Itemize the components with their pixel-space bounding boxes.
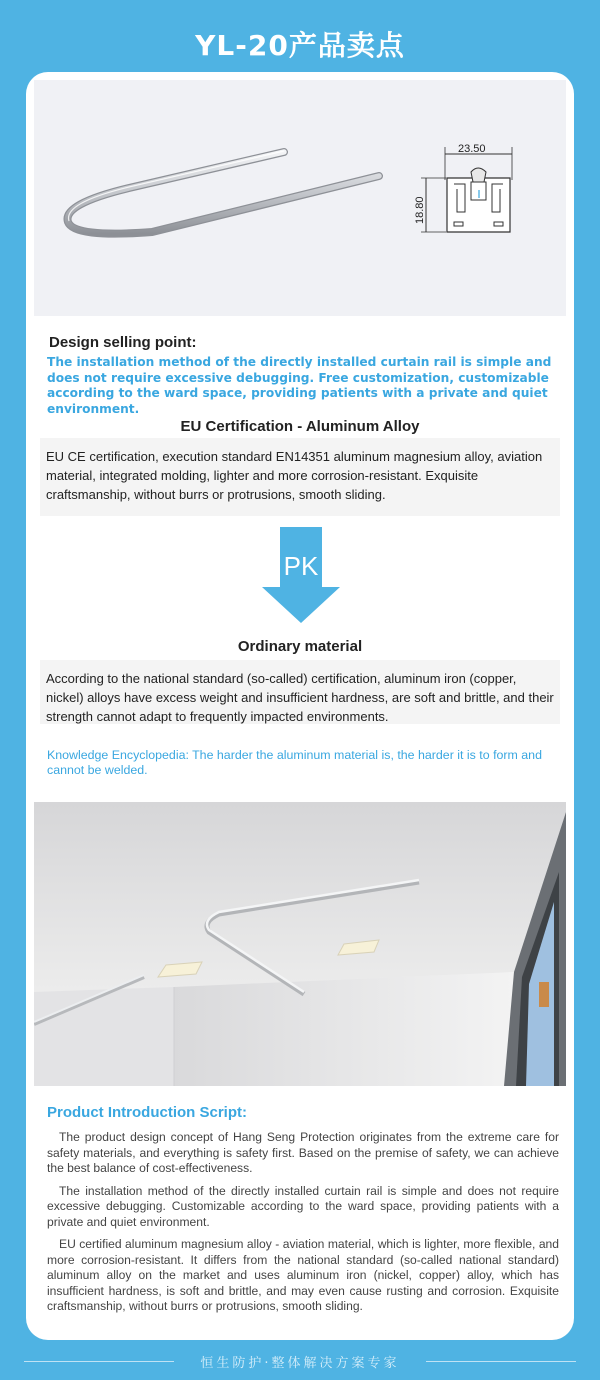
pk-arrow (260, 527, 342, 624)
product-image (34, 80, 566, 316)
design-heading: Design selling point: (49, 334, 197, 351)
eu-heading: EU Certification - Aluminum Alloy (180, 418, 420, 435)
pk-label: PK (283, 551, 319, 581)
rail-profile-diagram (421, 147, 512, 232)
width-dimension-label: 23.50 (458, 143, 486, 155)
ordinary-text: According to the national standard (so-called) certification, aluminum iron (copper, nickel) alloys have excess weight and insufficient hardness, are soft and brittle, and their strength cannot adapt to frequently impacted environments. (40, 660, 560, 724)
room-photo (34, 802, 566, 1086)
intro-paragraph: EU certified aluminum magnesium alloy - aviation material, which is lighter, more flexible, and more corrosion-resistant. It differs from the national standard (so-called national standard) aluminum alloy on the market and uses aluminum iron (nickel, copper) alloy, which has insufficient hardness, is soft and brittle, and may even cause rusting and corrosion. Exquisite craftsmanship, without burrs or protrusions, smooth sliding. (47, 1237, 559, 1313)
footer (0, 1350, 600, 1374)
curtain-rail-illustration (68, 151, 379, 234)
footer-text: 恒生防护·整体解决方案专家 (200, 1356, 400, 1371)
height-dimension-label: 18.80 (414, 196, 426, 224)
knowledge-text: Knowledge Encyclopedia: The harder the aluminum material is, the harder it is to form and cannot be welded. (47, 748, 542, 777)
intro-body (47, 1130, 559, 1322)
intro-paragraph: The product design concept of Hang Seng Protection originates from the extreme care for safety materials, and everything is safety first. Based on the premise of safety, we can achieve the best balance of cost-effectiveness. (47, 1130, 559, 1175)
intro-heading: Product Introduction Script: (47, 1104, 247, 1121)
eu-text: EU CE certification, execution standard EN14351 aluminum magnesium alloy, aviation material, integrated molding, lighter and more corrosion-resistant. Exquisite craftsmanship, without burrs or protrusions, smooth sliding. (40, 438, 560, 516)
design-text: The installation method of the directly installed curtain rail is simple and does not require excessive debugging. Free customization, customizable according to the ward space, providing patients with a private and quiet environment. (47, 355, 552, 416)
ordinary-heading: Ordinary material (237, 638, 363, 655)
content-card (26, 72, 574, 1340)
intro-paragraph: The installation method of the directly installed curtain rail is simple and does not require excessive debugging. Customizable according to the ward space, providing patients with a private and quiet environment. (47, 1183, 559, 1229)
page-title: YL-20产品卖点 (195, 29, 405, 62)
